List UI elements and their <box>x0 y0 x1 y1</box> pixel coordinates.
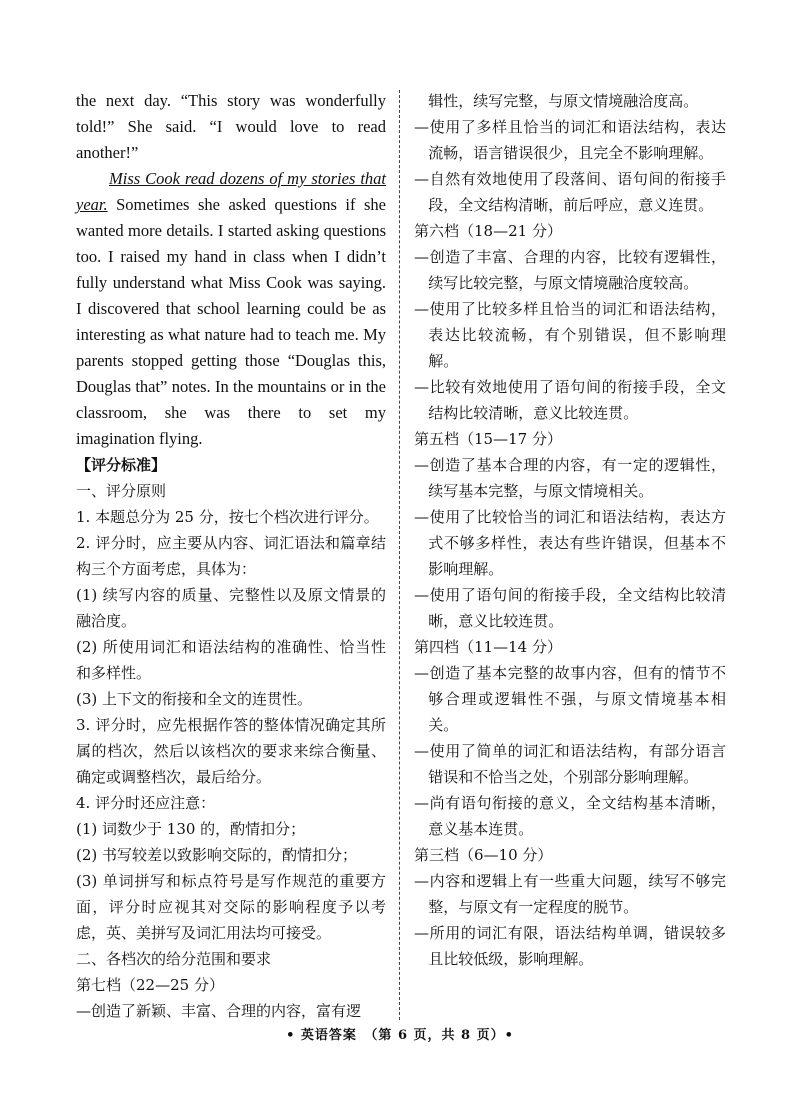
topic-sentence: Miss Cook read dozens of my stories that year. <box>76 169 386 214</box>
tier7-item1-start: —创造了新颖、丰富、合理的内容，富有逻 <box>76 1002 362 1020</box>
tier4-item2: —使用了简单的词汇和语法结构，有部分语言错误和不恰当之处，个别部分影响理解。 <box>414 742 726 786</box>
aspect-1: (1) 续写内容的质量、完整性以及原文情景的融洽度。 <box>76 586 386 630</box>
ranges-title: 二、各档次的给分范围和要求 <box>76 950 272 968</box>
tier5-title: 第五档（15—17 分） <box>414 430 562 448</box>
tier3-title: 第三档（6—10 分） <box>414 846 553 864</box>
tier7-title: 第七档（22—25 分） <box>76 976 224 994</box>
tier3-item1: —内容和逻辑上有一些重大问题，续写不够完整，与原文有一定程度的脱节。 <box>414 872 726 916</box>
tier6-item2: —使用了比较多样且恰当的词汇和语法结构，表达比较流畅，有个别错误，但不影响理解。 <box>414 300 726 370</box>
tier6-item1: —创造了丰富、合理的内容，比较有逻辑性，续写比较完整，与原文情境融洽度较高。 <box>414 248 726 292</box>
tier4-item1: —创造了基本完整的故事内容，但有的情节不够合理或逻辑性不强，与原文情境基本相关。 <box>414 664 726 734</box>
tier7-item1-end: 辑性，续写完整，与原文情境融洽度高。 <box>428 92 699 110</box>
principle-2: 2. 评分时，应主要从内容、词汇语法和篇章结构三个方面考虑，具体为： <box>76 534 386 578</box>
tier6-item3: —比较有效地使用了语句间的衔接手段，全文结构比较清晰，意义比较连贯。 <box>414 378 726 422</box>
tier6-title: 第六档（18—21 分） <box>414 222 562 240</box>
principle-4: 4. 评分时还应注意： <box>76 794 216 812</box>
tier7-item2: —使用了多样且恰当的词汇和语法结构，表达流畅，语言错误很少，且完全不影响理解。 <box>414 118 726 162</box>
principle-3: 3. 评分时，应先根据作答的整体情况确定其所属的档次，然后以该档次的要求来综合衡量、确定或调整档次，最后给分。 <box>76 716 386 786</box>
story-paragraph-1: the next day. “This story was wonderfully told!” She said. “I would love to read another!” <box>76 91 386 162</box>
criteria-title: 【评分标准】 <box>76 456 167 474</box>
column-divider <box>399 90 400 1020</box>
principle-1: 1. 本题总分为 25 分，按七个档次进行评分。 <box>76 508 379 526</box>
story-paragraph-2 <box>76 166 386 452</box>
aspect-2: (2) 所使用词汇和语法结构的准确性、恰当性和多样性。 <box>76 638 386 682</box>
note-2: (2) 书写较差以致影响交际的，酌情扣分； <box>76 846 358 864</box>
right-column <box>414 88 726 972</box>
principles-title: 一、评分原则 <box>76 482 167 500</box>
story-paragraph-2-rest: Sometimes she asked questions if she wanted more details. I started asking questions too. I raised my hand in class when I didn’t fully understand what Miss Cook was saying. I discovered that school learning could be as interesting as what nature had to teach me. My parents stopped getting those “Douglas this, Douglas that” notes. In the mountains or in the classroom, she was there to set my imagination flying. <box>76 195 386 448</box>
page-footer: • 英语答案 （第 6 页，共 8 页）• <box>286 1028 514 1043</box>
tier7-item3: —自然有效地使用了段落间、语句间的衔接手段，全文结构清晰，前后呼应，意义连贯。 <box>414 170 726 214</box>
tier3-item2: —所用的词汇有限，语法结构单调，错误较多且比较低级，影响理解。 <box>414 924 726 968</box>
aspect-3: (3) 上下文的衔接和全文的连贯性。 <box>76 690 313 708</box>
tier4-item3: —尚有语句衔接的意义，全文结构基本清晰，意义基本连贯。 <box>414 794 726 838</box>
tier4-title: 第四档（11—14 分） <box>414 638 562 656</box>
tier5-item3: —使用了语句间的衔接手段，全文结构比较清晰，意义比较连贯。 <box>414 586 726 630</box>
note-3: (3) 单词拼写和标点符号是写作规范的重要方面，评分时应视其对交际的影响程度予以考虑，英、美拼写及词汇用法均可接受。 <box>76 872 386 942</box>
note-1: (1) 词数少于 130 的，酌情扣分； <box>76 820 306 838</box>
tier5-item1: —创造了基本合理的内容，有一定的逻辑性，续写基本完整，与原文情境相关。 <box>414 456 726 500</box>
left-column <box>76 88 386 1024</box>
tier5-item2: —使用了比较恰当的词汇和语法结构，表达方式不够多样性，表达有些许错误，但基本不影响理解。 <box>414 508 726 578</box>
